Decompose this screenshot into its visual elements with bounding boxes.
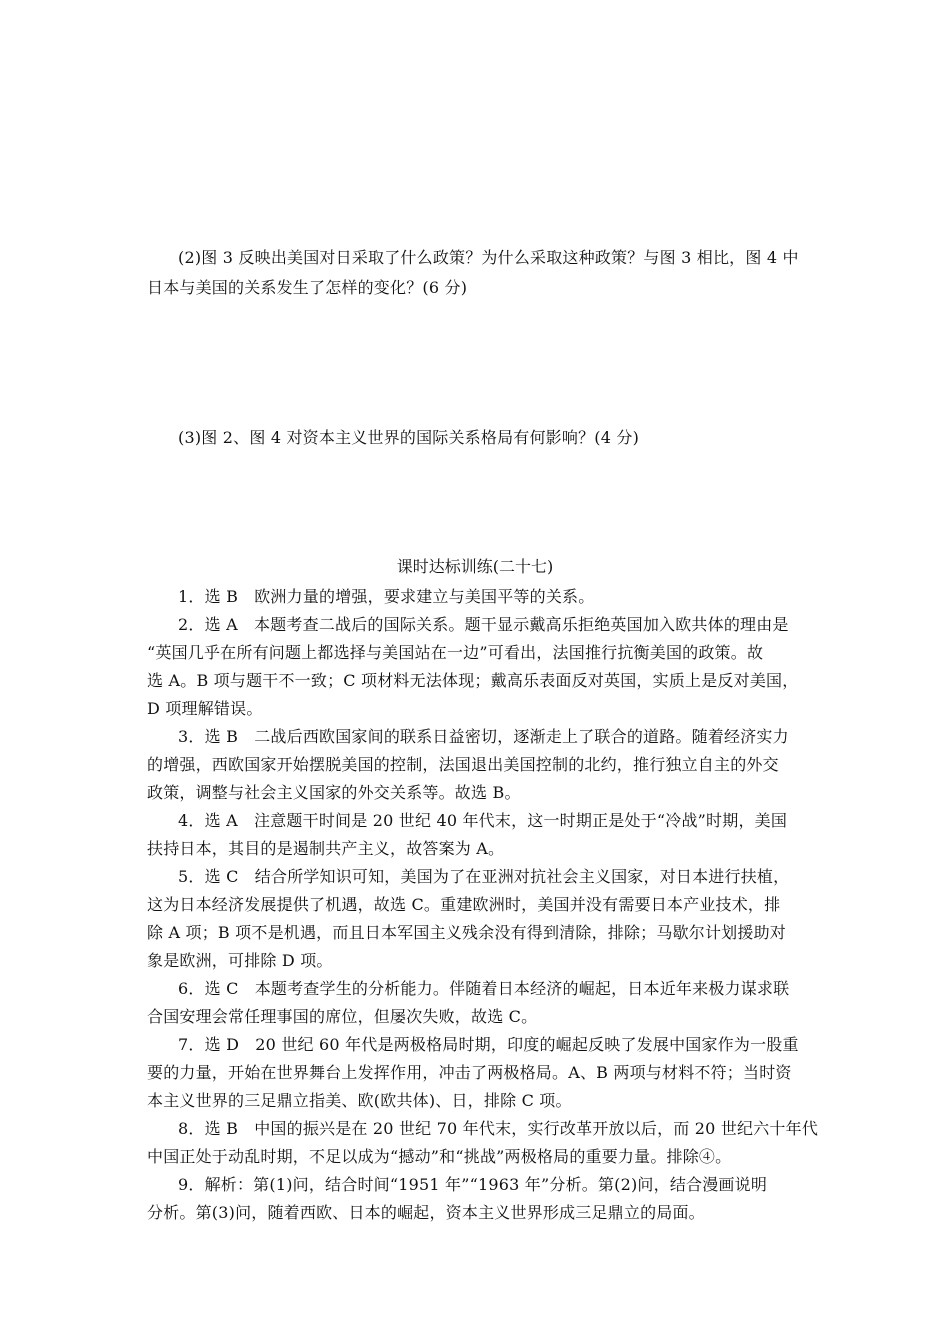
answer-9-line-2: 分析。第(3)问，随着西欧、日本的崛起，资本主义世界形成三足鼎立的局面。 [147, 1203, 705, 1222]
answer-2-line-4: D 项理解错误。 [147, 699, 263, 718]
answer-3-line-3: 政策，调整与社会主义国家的外交关系等。故选 B。 [147, 783, 521, 802]
answer-1-line-1: 1．选 B 欧洲力量的增强，要求建立与美国平等的关系。 [178, 587, 595, 606]
answer-5-line-3: 除 A 项；B 项不是机遇，而且日本军国主义残余没有得到清除，排除；马歇尔计划援助对 [147, 923, 786, 942]
answer-6-line-1: 6．选 C 本题考查学生的分析能力。伴随着日本经济的崛起，日本近年来极力谋求联 [178, 979, 790, 998]
question-2-line-2: 日本与美国的关系发生了怎样的变化？(6 分) [147, 278, 468, 297]
answer-8-line-2: 中国正处于动乱时期，不足以成为“撼动”和“挑战”两极格局的重要力量。排除④。 [147, 1147, 732, 1166]
answer-5-line-2: 这为日本经济发展提供了机遇，故选 C。重建欧洲时，美国并没有需要日本产业技术，排 [147, 895, 781, 914]
question-3-line-1: (3)图 2、图 4 对资本主义世界的国际关系格局有何影响？(4 分) [178, 428, 640, 447]
answer-4-line-1: 4．选 A 注意题干时间是 20 世纪 40 年代末，这一时期正是处于“冷战”时期，美国 [178, 811, 788, 830]
answer-6-line-2: 合国安理会常任理事国的席位，但屡次失败，故选 C。 [147, 1007, 538, 1026]
question-2-line-1: (2)图 3 反映出美国对日采取了什么政策？为什么采取这种政策？与图 3 相比，图 4 中 [178, 248, 799, 267]
answer-8-line-1: 8．选 B 中国的振兴是在 20 世纪 70 年代末，实行改革开放以后，而 20 世纪六十年代 [178, 1119, 819, 1138]
answers-title: 课时达标训练(二十七) [396, 557, 554, 576]
answer-7-line-3: 本主义世界的三足鼎立指美、欧(欧共体)、日，排除 C 项。 [147, 1091, 572, 1110]
answer-7-line-1: 7．选 D 20 世纪 60 年代是两极格局时期，印度的崛起反映了发展中国家作为一股重 [178, 1035, 799, 1054]
answer-7-line-2: 要的力量，开始在世界舞台上发挥作用，冲击了两极格局。A、B 两项与材料不符；当时资 [147, 1063, 792, 1082]
answer-2-line-1: 2．选 A 本题考查二战后的国际关系。题干显示戴高乐拒绝英国加入欧共体的理由是 [178, 615, 789, 634]
answer-3-line-1: 3．选 B 二战后西欧国家间的联系日益密切，逐渐走上了联合的道路。随着经济实力 [178, 727, 789, 746]
answer-9-line-1: 9．解析：第(1)问，结合时间“1951 年”“1963 年”分析。第(2)问，结合漫画说明 [178, 1175, 768, 1194]
answer-2-line-2: “英国几乎在所有问题上都选择与美国站在一边”可看出，法国推行抗衡美国的政策。故 [147, 643, 764, 662]
answer-3-line-2: 的增强，西欧国家开始摆脱美国的控制，法国退出美国控制的北约，推行独立自主的外交 [147, 755, 779, 774]
answer-5-line-1: 5．选 C 结合所学知识可知，美国为了在亚洲对抗社会主义国家，对日本进行扶植， [178, 867, 790, 886]
answer-5-line-4: 象是欧洲，可排除 D 项。 [147, 951, 333, 970]
answer-2-line-3: 选 A。B 项与题干不一致；C 项材料无法体现；戴高乐表面反对英国，实质上是反对美国， [147, 671, 799, 690]
answer-4-line-2: 扶持日本，其目的是遏制共产主义，故答案为 A。 [147, 839, 505, 858]
